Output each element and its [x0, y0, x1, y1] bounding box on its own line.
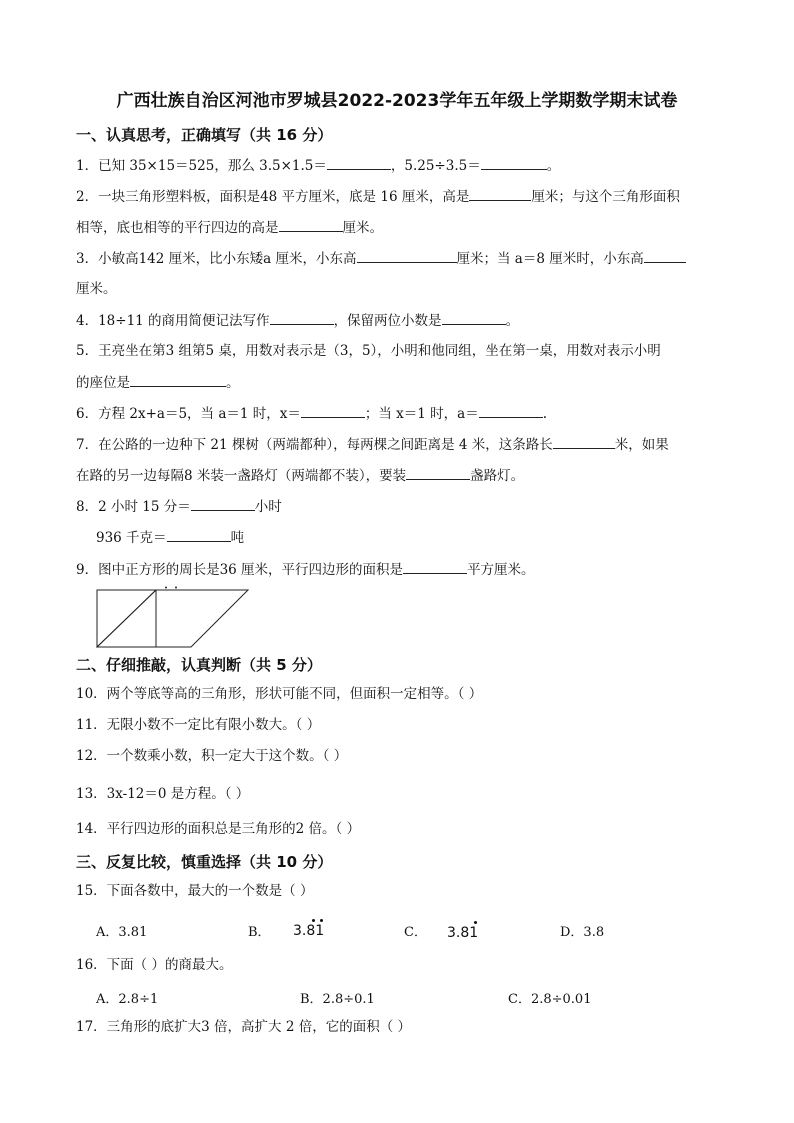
answer-blank[interactable]	[279, 218, 343, 232]
mark-dot	[175, 587, 177, 589]
question-16: 16．下面（ ）的商最大。	[76, 957, 233, 973]
question-14: 14．平行四边形的面积总是三角形的2 倍。（ ）	[76, 821, 361, 837]
answer-blank[interactable]	[357, 249, 457, 263]
question-9: 9．图中正方形的周长是36 厘米，平行四边形的面积是 平方厘米。	[76, 562, 535, 578]
question-7-cont: 在路的另一边每隔8 米装一盏路灯（两端都不装），要装 盏路灯。	[76, 468, 525, 484]
answer-blank[interactable]	[479, 404, 543, 418]
diagonal-line	[97, 590, 156, 647]
answer-blank[interactable]	[191, 497, 255, 511]
page-title: 广西壮族自治区河池市罗城县2022-2023学年五年级上学期数学期末试卷	[116, 91, 678, 111]
answer-blank[interactable]	[270, 311, 334, 325]
q15-option-a[interactable]: A．3.81	[96, 925, 148, 940]
answer-blank[interactable]	[442, 311, 506, 325]
question-7: 7．在公路的一边种下 21 棵树（两端都种），每两棵之间距离是 4 米，这条路长 米，如果	[76, 437, 669, 453]
question-15: 15．下面各数中，最大的一个数是（ ）	[76, 883, 314, 899]
answer-blank[interactable]	[403, 560, 467, 574]
question-5: 5．王亮坐在第3 组第5 桌，用数对表示是（3，5），小明和他同组，坐在第一桌，用数对表示小明	[76, 343, 661, 359]
q15-option-b-value	[293, 923, 324, 939]
answer-blank[interactable]	[553, 435, 615, 449]
question-2-cont: 相等，底也相等的平行四边的高是 厘米。	[76, 220, 383, 236]
answer-blank[interactable]	[481, 156, 547, 170]
repeating-decimal: 3.81	[447, 925, 478, 941]
question-8: 8．2 小时 15 分＝ 小时	[76, 499, 282, 515]
repeat-dot	[320, 919, 323, 922]
question-17: 17．三角形的底扩大3 倍，高扩大 2 倍，它的面积（ ）	[76, 1019, 412, 1035]
answer-blank[interactable]	[644, 249, 686, 263]
question-1: 1．已知 35×15＝525，那么 3.5×1.5＝ ，5.25÷3.5＝ 。	[76, 158, 561, 174]
answer-blank[interactable]	[301, 404, 365, 418]
q15-option-c-value	[447, 925, 478, 941]
question-4: 4．18÷11 的商用简便记法写作 ，保留两位小数是 。	[76, 313, 520, 329]
question-8-part-2: 936 千克＝ 吨	[96, 530, 245, 546]
repeat-dot	[474, 921, 477, 924]
question-5-cont: 的座位是 。	[76, 375, 240, 391]
q15-option-d[interactable]: D．3.8	[560, 925, 605, 940]
question-3: 3．小敏高142 厘米，比小东矮a 厘米，小东高 厘米；当 a＝8 厘米时，小东高	[76, 249, 686, 268]
parallelogram-shape	[97, 590, 248, 647]
answer-blank[interactable]	[327, 156, 391, 170]
section-3-heading: 三、反复比较，慎重选择（共 10 分）	[76, 853, 333, 871]
question-2: 2．一块三角形塑料板，面积是48 平方厘米，底是 16 厘米，高是 厘米；与这个三角形面积	[76, 189, 680, 205]
question-12: 12．一个数乘小数，积一定大于这个数。（ ）	[76, 748, 348, 764]
question-13: 13．3x-12＝0 是方程。（ ）	[76, 786, 250, 802]
mark-dot	[165, 587, 167, 589]
answer-blank[interactable]	[130, 373, 226, 387]
answer-blank[interactable]	[406, 466, 470, 480]
q16-option-c[interactable]: C．2.8÷0.01	[508, 992, 592, 1007]
square-parallelogram-figure	[96, 586, 252, 648]
section-2-heading: 二、仔细推敲，认真判断（共 5 分）	[76, 656, 322, 674]
question-3-cont: 厘米。	[76, 281, 117, 297]
q16-option-a[interactable]: A．2.8÷1	[96, 992, 159, 1007]
q15-option-b[interactable]: B．	[248, 925, 271, 940]
section-1-heading: 一、认真思考，正确填写（共 16 分）	[76, 126, 333, 144]
q15-option-c[interactable]: C．	[404, 925, 427, 940]
question-6: 6．方程 2x+a＝5，当 a＝1 时，x＝ ；当 x＝1 时，a＝ .	[76, 406, 548, 422]
answer-blank[interactable]	[469, 187, 531, 201]
q16-option-b[interactable]: B．2.8÷0.1	[300, 992, 375, 1007]
repeating-decimal: 3.81	[293, 923, 324, 939]
answer-blank[interactable]	[167, 528, 231, 542]
repeat-dot	[312, 919, 315, 922]
question-11: 11．无限小数不一定比有限小数大。（ ）	[76, 717, 321, 733]
question-10: 10．两个等底等高的三角形，形状可能不同，但面积一定相等。（ ）	[76, 686, 483, 702]
